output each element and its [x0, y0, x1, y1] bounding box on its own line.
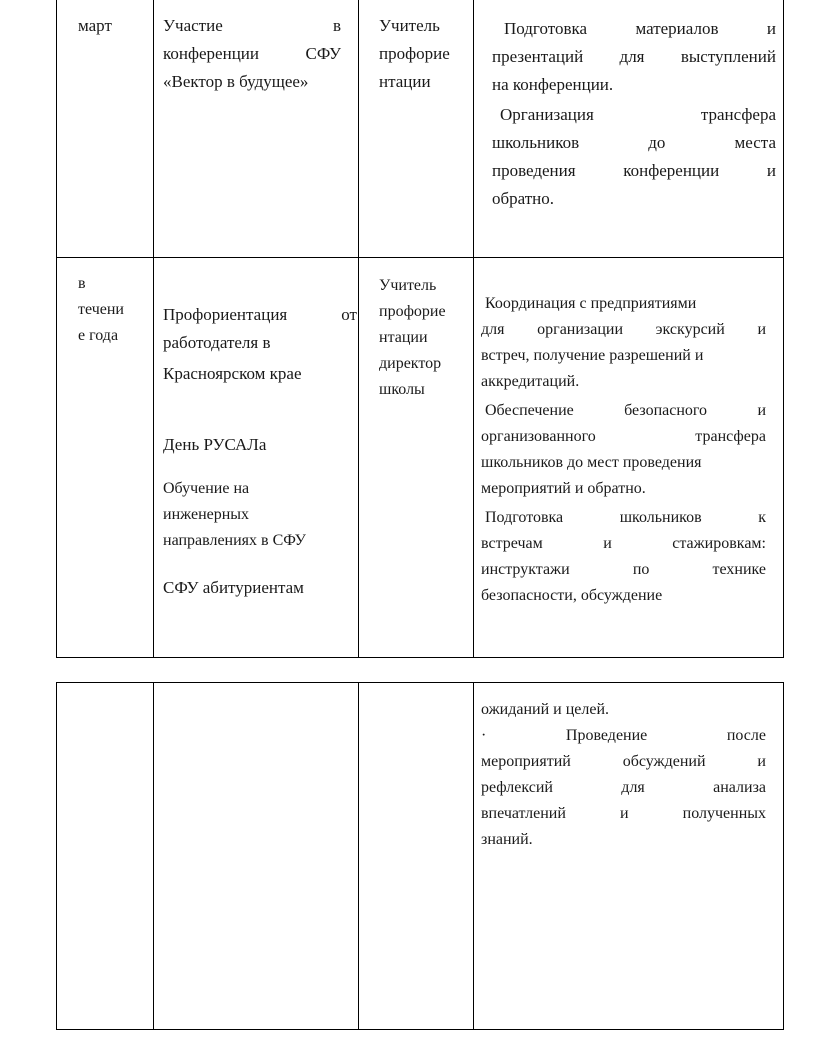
bullet-icon: · [481, 727, 487, 744]
row1-date: март [78, 16, 112, 35]
row1-tasks: Подготовка материалов и презентаций для выступлений на конференции. Организация трансфера школьников до места проведения конференции и обратно. [492, 19, 776, 208]
row-divider [57, 257, 783, 258]
row2-event-4: СФУ абитуриентам [163, 578, 304, 597]
row2-date: в течени е года [78, 275, 124, 344]
row2-event-3: Обучение на инженерных направлениях в СФУ [163, 480, 307, 549]
row2-responsible: Учитель профорие нтации директор школы [379, 277, 446, 398]
row2-tasks: Координация с предприятиями для организации экскурсий и встреч, получение разрешений и аккредитаций. Обеспечение безопасного и организованного трансфера школьников до мест проведения мероприятий и обратно. Подготовка школьников к встречам и стажировкам: инструктажи по технике безопасности, обсуждение [481, 295, 766, 604]
table2-tasks: ожиданий и целей. · Проведение после мероприятий обсуждений и рефлексий для анализа впечатлений и полученных знаний. [481, 701, 766, 848]
row1-event: Участие в конференции СФУ «Вектор в будущее» [163, 16, 341, 91]
row2-event-1: Профориентация от работодателя в Красноярском крае [163, 305, 357, 383]
row1-responsible: Учитель профорие нтации [379, 16, 450, 91]
row2-event-2: День РУСАЛа [163, 435, 267, 454]
